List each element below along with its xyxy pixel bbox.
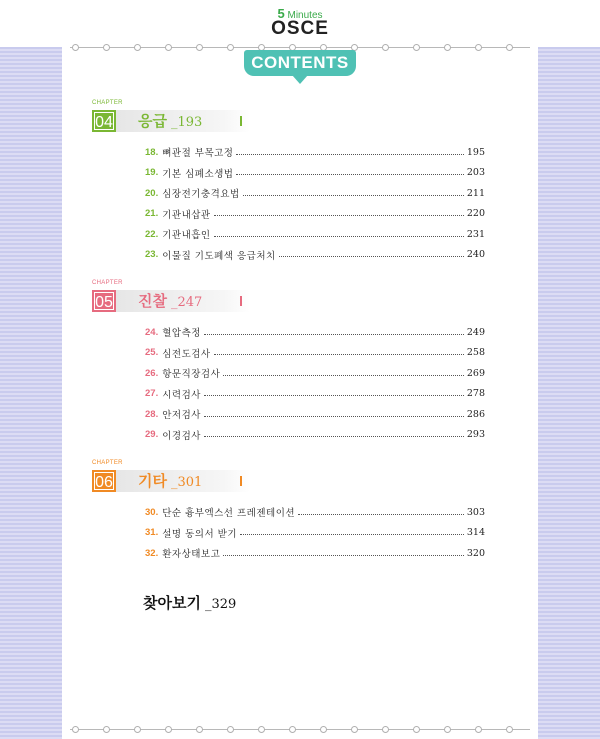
toc-entry-number: 32.	[145, 547, 159, 559]
rule-dot	[196, 726, 203, 733]
chapter-number-badge: 06	[92, 470, 116, 492]
brand-minutes-word: Minutes	[287, 10, 323, 21]
contents-banner: CONTENTS	[244, 50, 356, 76]
index-page: _329	[204, 597, 237, 612]
toc-entry[interactable]	[145, 186, 485, 200]
chapter-label: CHAPTER	[92, 280, 123, 286]
toc-entry-number: 25.	[145, 347, 159, 358]
toc-entry-title: 환자상태보고	[162, 549, 221, 560]
chapter-tick-mark	[240, 296, 242, 306]
rule-dot	[320, 726, 327, 733]
chapter-number-badge: 05	[92, 290, 116, 312]
rule-dot	[444, 44, 451, 51]
brand-minutes-number: 5	[277, 6, 285, 21]
toc-entry-page: 320	[466, 547, 485, 559]
right-stripe-panel	[538, 47, 600, 739]
left-stripe-panel	[0, 47, 62, 739]
toc-entry-page: 231	[466, 228, 485, 240]
toc-entry-page: 286	[466, 408, 485, 420]
chapter-title	[116, 470, 202, 492]
toc-entry[interactable]	[145, 505, 485, 519]
toc-entry-title: 이경검사	[162, 430, 201, 442]
toc-entry-number: 21.	[145, 208, 159, 219]
rule-dot	[72, 726, 79, 733]
rule-dot	[475, 726, 482, 733]
toc-leader-dots	[204, 436, 464, 437]
index-title: 찾아보기	[143, 594, 201, 612]
toc-entry[interactable]	[145, 428, 485, 442]
rule-dot	[165, 44, 172, 51]
chapter-page: _301	[170, 475, 203, 490]
rule-dot	[289, 726, 296, 733]
toc-entry-title: 안저검사	[162, 410, 201, 421]
toc-entry-title: 기관내흡인	[162, 230, 211, 241]
toc-entry[interactable]	[145, 387, 485, 401]
toc-entry[interactable]	[145, 248, 485, 262]
toc-leader-dots	[204, 416, 464, 417]
rule-dot	[444, 726, 451, 733]
toc-entry-page: 240	[466, 249, 485, 260]
rule-dot	[196, 44, 203, 51]
toc-entry-number: 26.	[145, 367, 159, 379]
toc-entry[interactable]	[145, 526, 485, 540]
toc-entry-title: 항문직장검사	[162, 369, 221, 380]
toc-entry-page: 211	[466, 187, 485, 199]
chapter-tick-mark	[240, 476, 242, 486]
toc-entry-page: 203	[466, 167, 485, 178]
toc-leader-dots	[223, 555, 464, 556]
toc-entry[interactable]	[145, 227, 485, 241]
rule-dot	[134, 44, 141, 51]
chapter-label: CHAPTER	[92, 100, 123, 106]
toc-entry-title: 설명 동의서 받기	[162, 528, 237, 540]
toc-entry-page: 303	[466, 506, 485, 518]
chapter-title-text: 응급	[138, 112, 167, 130]
rule-dot	[103, 44, 110, 51]
chapter-number-badge: 04	[92, 110, 116, 132]
toc-entry-number: 28.	[145, 408, 159, 420]
toc-leader-dots	[279, 256, 464, 257]
toc-entry[interactable]	[145, 145, 485, 159]
toc-leader-dots	[204, 395, 464, 396]
toc-leader-dots	[236, 154, 463, 155]
rule-dot	[165, 726, 172, 733]
rule-dot	[227, 726, 234, 733]
toc-entry[interactable]	[145, 407, 485, 421]
rule-dot	[506, 44, 513, 51]
chapter-header-05[interactable]	[92, 280, 250, 316]
chapter-title-text: 진찰	[138, 292, 167, 310]
brand-title: OSCE	[271, 18, 329, 39]
toc-entry-page: 258	[466, 347, 485, 358]
chapter-header-04[interactable]	[92, 100, 250, 136]
toc-entry-page: 195	[466, 146, 485, 158]
toc-leader-dots	[223, 375, 464, 376]
rule-dot	[382, 726, 389, 733]
toc-entry[interactable]	[145, 207, 485, 221]
toc-leader-dots	[243, 195, 464, 196]
toc-entry-number: 23.	[145, 249, 159, 260]
rule-dot	[258, 726, 265, 733]
rule-dot	[413, 44, 420, 51]
toc-entry-page: 269	[466, 367, 485, 379]
chapter-label: CHAPTER	[92, 460, 123, 466]
toc-entry-number: 30.	[145, 506, 159, 518]
chapter-page: _193	[170, 115, 203, 130]
toc-entry-title: 혈압측정	[162, 328, 201, 339]
toc-entry[interactable]	[145, 325, 485, 339]
toc-entry-number: 19.	[145, 167, 159, 178]
toc-entry-title: 단순 흉부엑스선 프레젠테이션	[162, 508, 296, 519]
toc-entry-page: 220	[466, 208, 485, 219]
toc-entry-number: 22.	[145, 228, 159, 240]
toc-entry-title: 시력검사	[162, 389, 201, 401]
toc-entry-page: 314	[466, 527, 485, 538]
rule-dot	[103, 726, 110, 733]
toc-entry-title: 기본 심폐소생법	[162, 168, 234, 180]
chapter-header-06[interactable]	[92, 460, 250, 496]
toc-entry-number: 31.	[145, 527, 159, 538]
rule-dot	[72, 44, 79, 51]
toc-entry-title: 뼈관절 부목고정	[162, 148, 234, 159]
toc-entry-page: 249	[466, 326, 485, 338]
toc-entry-title: 기관내삽관	[162, 209, 211, 221]
toc-entry-title: 심장전기충격요법	[162, 189, 240, 200]
toc-entry[interactable]	[145, 546, 485, 560]
toc-leader-dots	[236, 174, 463, 175]
toc-leader-dots	[240, 534, 464, 535]
rule-dot	[382, 44, 389, 51]
toc-entry-title: 심전도검사	[162, 348, 211, 360]
rule-dot	[506, 726, 513, 733]
toc-entry-number: 27.	[145, 388, 159, 399]
rule-dot	[351, 726, 358, 733]
rule-dot	[475, 44, 482, 51]
chapter-title	[116, 290, 202, 312]
toc-leader-dots	[214, 236, 464, 237]
chapter-title	[116, 110, 202, 132]
toc-entry-page: 278	[466, 388, 485, 399]
rule-dot	[227, 44, 234, 51]
rule-dot	[134, 726, 141, 733]
rule-dot	[413, 726, 420, 733]
toc-leader-dots	[214, 215, 464, 216]
toc-leader-dots	[298, 514, 464, 515]
toc-entry-number: 29.	[145, 429, 159, 440]
index-heading[interactable]	[143, 592, 236, 613]
toc-entry-number: 18.	[145, 146, 159, 158]
chapter-tick-mark	[240, 116, 242, 126]
chapter-page: _247	[170, 295, 203, 310]
toc-entry-page: 293	[466, 429, 485, 440]
toc-entry-number: 20.	[145, 187, 159, 199]
toc-entry-number: 24.	[145, 326, 159, 338]
toc-leader-dots	[204, 334, 464, 335]
toc-entry-title: 이물질 기도폐색 응급처치	[162, 250, 276, 262]
toc-leader-dots	[214, 354, 464, 355]
chapter-title-text: 기타	[138, 472, 167, 490]
toc-entry[interactable]	[145, 366, 485, 380]
toc-entry[interactable]	[145, 166, 485, 180]
toc-entry[interactable]	[145, 346, 485, 360]
